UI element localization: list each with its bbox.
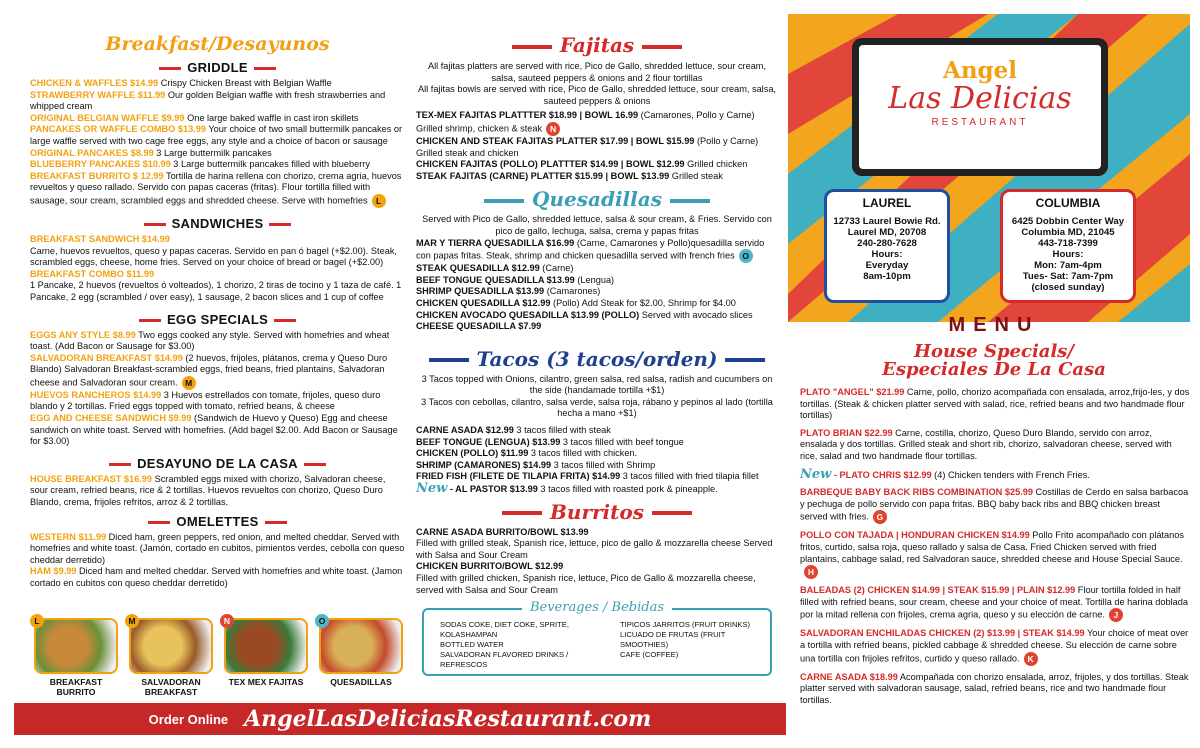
item-desc: 3 tacos filled with beef tongue — [560, 436, 684, 447]
fajitas-list — [416, 110, 778, 182]
item-name: HOUSE BREAKFAST $16.99 — [30, 473, 153, 484]
location-name: COLUMBIA — [1035, 196, 1101, 210]
location-phone: 443-718-7399 — [1038, 238, 1098, 249]
menu-item — [30, 148, 405, 160]
menu-item — [800, 672, 1190, 707]
quesadillas-list — [416, 238, 778, 333]
item-name: STRAWBERRY WAFFLE $11.99 — [30, 89, 166, 100]
griddle-header: GRIDDLE — [30, 60, 405, 75]
item-desc: Scrambled eggs mixed with chorizo, Salvadoran cheese, sour cream, refried beans, rice & 2 tortillas. Huevos revueltos con chorizo, Queso Duro Blando, crema, frijoles refritos, arroz & 2 tortillas. — [30, 473, 386, 508]
breakfast-column — [30, 0, 405, 590]
tacos-intro1: 3 Tacos topped with Onions, cilantro, green salsa, red salsa, radish and cucumbers on the side (handamade tortilla +$1) — [421, 373, 773, 396]
beverages-box — [422, 600, 772, 676]
item-desc: Carne, costilla, chorizo, Queso Duro Blando, servido con arroz, ensalada y dos tortillas. Grilled steak and short rib, chorizo, salvadoran cheese, served with rice, salad and two handmade flour tortillas. — [800, 427, 1172, 461]
item-desc: (2 huevos, frijoles, plátanos, crema y Queso Duro Blando) Salvadoran Breakfast-scrambled eggs, fried beans, fried plantains, Salvadoran cheese and Salvadoran sour cream. — [30, 352, 388, 388]
menu-item — [416, 286, 778, 298]
item-name: HAM $9.99 — [30, 566, 77, 577]
beverage-item: SALVADORAN FLAVORED DRINKS / REFRESCOS — [440, 650, 569, 670]
new-label: New — [800, 466, 832, 482]
menu-item — [416, 460, 778, 472]
photo-badge-icon: N — [220, 614, 234, 628]
item-name: CARNE ASADA $18.99 — [800, 671, 898, 682]
item-desc: Carne, huevos revueltos, queso y papas caceras. Servido en pan ó bagel (+$2.00). Steak, scrambled eggs, cheese, home fries. Served on your choice of bread or bagel (+$2.00) — [30, 245, 397, 268]
item-desc: Your choice of two small buttermilk pancakes or large waffle served with two cage free eggs, any style and a choice of bacon or sausage — [30, 124, 403, 146]
menu-item — [416, 561, 778, 596]
menu-item — [30, 269, 405, 304]
fajitas-intro2: All fajitas bowls are served with rice, Pico de Gallo, shredded lettuce, sour cream, salsa, sauteed peppers & onions — [418, 84, 776, 106]
egg-specials-list — [30, 330, 405, 448]
location-h2: 8am-10pm — [863, 271, 911, 282]
item-name: BALEADAS (2) CHICKEN $14.99 | STEAK $15.99 | PLAIN $12.99 — [800, 585, 1076, 596]
beverages-left — [440, 620, 600, 670]
food-photo — [34, 618, 118, 674]
menu-item — [416, 238, 778, 264]
photo-badge-icon: L — [372, 194, 386, 208]
location-phone: 240-280-7628 — [857, 238, 917, 249]
item-name: MAR Y TIERRA QUESADILLA $16.99 — [416, 237, 575, 248]
item-desc: 3 Huevos estrellados con tomate, frijoles, queso duro blando y 2 tortillas. Fried eggs topped with tomato, refried beans, & cheese — [30, 389, 381, 412]
order-online-bar — [14, 703, 786, 735]
al-pastor-name: - AL PASTOR $13.99 — [447, 484, 538, 495]
right-column — [788, 0, 1200, 712]
item-desc: (4) Chicken tenders with French Fries. — [931, 469, 1090, 480]
item-desc: Crispy Chicken Breast with Belgian Waffle — [158, 78, 332, 88]
quesadillas-title: Quesadillas — [416, 187, 778, 211]
item-name: SALVADORAN ENCHILADAS CHICKEN (2) $13.99 | STEAK $14.99 — [800, 628, 1085, 639]
item-desc: Filled with grilled steak, Spanish rice, lettuce, pico de gallo & mozzarella cheese Served with Salsa and Sour Cream — [416, 538, 773, 560]
photo-label: SALVADORAN BREAKFAST — [141, 677, 201, 697]
item-desc: Carne, pollo, chorizo acompañada con ensalada, arroz,frijo-les, y dos tortillas. (Steak & chicken platter served with salad, rice, refried beans and two handmade flour tortillas) — [800, 387, 1190, 421]
beverage-item: CAFE (COFFEE) — [620, 650, 679, 660]
menu-item — [30, 159, 405, 171]
menu-item — [416, 321, 778, 333]
item-desc: 1 Pancake, 2 huevos (revueltos ó volteados), 1 chorizo, 2 tiras de tocino y 1 taza de café. 1 Pancake, 2 egg (scrambled / over easy), 1 sausage, 2 bacon slices and 1 cup of coffee — [30, 280, 402, 302]
item-name: STEAK QUESADILLA $12.99 — [416, 263, 540, 274]
item-name: POLLO CON TAJADA | HONDURAN CHICKEN $14.99 — [800, 530, 1030, 541]
item-name: BEEF TONGUE QUESADILLA $13.99 — [416, 274, 575, 285]
location-hours-label: Hours: — [1052, 249, 1084, 260]
location-h1: Everyday — [865, 260, 909, 271]
tacos-list — [416, 425, 778, 483]
item-name: FRIED FISH (FILETE DE TILAPIA FRITA) $14.99 — [416, 471, 621, 482]
menu-item — [416, 437, 778, 449]
item-name: PLATO "ANGEL" $21.99 — [800, 387, 905, 397]
menu-item — [416, 310, 778, 322]
menu-item — [30, 124, 405, 147]
item-desc: (Lengua) — [574, 274, 615, 285]
hero-panel — [788, 14, 1190, 322]
center-column — [416, 0, 778, 676]
item-name: ORIGINAL PANCAKES $8.99 — [30, 147, 154, 158]
location-hours-label: Hours: — [871, 249, 903, 260]
item-desc: 3 tacos filled with fried tilapia fillet — [620, 471, 759, 482]
food-photo — [224, 618, 308, 674]
item-name: CHICKEN AVOCADO QUESADILLA $13.99 (POLLO) — [416, 309, 640, 320]
menu-item — [30, 171, 405, 208]
item-desc: 3 tacos filled with chicken. — [528, 448, 638, 459]
logo-las-delicias: Las Delicias — [888, 81, 1072, 116]
item-name: TEX-MEX FAJITAS PLATTTER $18.99 | BOWL 16.99 — [416, 110, 639, 121]
item-desc: Our golden Belgian waffle with fresh strawberries and whipped cream — [30, 89, 386, 112]
quesadillas-intro: Served with Pico de Gallo, shredded lettuce, salsa & sour cream, & Fries. Servido con pico de gallo, lechuga, salsa, crema y papas fritas — [422, 214, 772, 236]
menu-item — [800, 487, 1190, 524]
item-name: BREAKFAST SANDWICH $14.99 — [30, 233, 170, 244]
beverage-item: BOTTLED WATER — [440, 640, 504, 650]
item-desc: Two eggs cooked any style. Served with homefries and wheat toast. (Add Bacon or Sausage for $3.00) — [30, 329, 390, 352]
item-name: EGG AND CHEESE SANDWICH $9.99 — [30, 413, 192, 424]
photo-card — [34, 618, 118, 698]
desayuno-list — [30, 474, 405, 509]
menu-item — [416, 298, 778, 310]
menu-item — [30, 78, 405, 90]
item-desc: (Pollo y Carne) Grilled steak and chicken — [416, 135, 759, 158]
item-desc: (Pollo) Add Steak for $2.00, Shrimp for $4.00 — [550, 297, 736, 308]
omelettes-list — [30, 532, 405, 590]
menu-item — [30, 353, 405, 390]
location-laurel — [824, 189, 950, 303]
menu-item — [30, 413, 405, 448]
item-name: STEAK FAJITAS (CARNE) PLATTER $15.99 | BOWL $13.99 — [416, 170, 670, 181]
griddle-list — [30, 78, 405, 208]
item-name: HUEVOS RANCHEROS $14.99 — [30, 389, 162, 400]
item-name: CHICKEN AND STEAK FAJITAS PLATTER $17.99 | BOWL $15.99 — [416, 135, 695, 146]
order-online-url[interactable]: AngelLasDeliciasRestaurant.com — [244, 706, 652, 732]
new-label: New — [416, 481, 448, 497]
menu-item — [416, 275, 778, 287]
item-desc: Diced ham and melted cheddar. Served with homefries and white toast. (Jamon cortado en cubitos con queso cheddar derretido) — [30, 566, 403, 588]
photo-label: TEX MEX FAJITAS — [228, 677, 304, 687]
item-name: WESTERN $11.99 — [30, 531, 107, 542]
egg-specials-header: EGG SPECIALS — [30, 312, 405, 327]
al-pastor-desc: 3 tacos filled with roasted pork & pineapple. — [537, 484, 718, 495]
menu-item — [416, 110, 778, 136]
item-desc: Your choice of meat over a tortilla with refried beans, pickled cabbage & shredded cheese. Su elección de carne sobre una tortilla con frijoles refritos, curtido y queso rallado. — [800, 628, 1189, 663]
item-desc: 3 Large buttermilk pancakes filled with blueberry — [170, 159, 370, 170]
menu-item — [800, 628, 1190, 665]
logo — [859, 45, 1101, 169]
menu-item — [416, 527, 778, 562]
item-desc: 3 Large buttermilk pancakes — [153, 147, 272, 158]
item-desc: Grilled steak — [669, 170, 723, 181]
location-address2: Columbia MD, 21045 — [1021, 227, 1115, 238]
food-photo — [319, 618, 403, 674]
photo-badge-icon: M — [182, 376, 196, 390]
menu-item — [416, 471, 778, 483]
omelettes-header: OMELETTES — [30, 514, 405, 529]
item-name: PLATO BRIAN $22.99 — [800, 427, 893, 438]
logo-restaurant: RESTAURANT — [931, 117, 1029, 128]
fajitas-title: Fajitas — [416, 33, 778, 57]
location-address1: 12733 Laurel Bowie Rd. — [833, 216, 941, 227]
photo-badge-icon: G — [873, 510, 887, 524]
location-columbia — [1000, 189, 1136, 303]
item-name: BREAKFAST COMBO $11.99 — [30, 268, 155, 279]
item-name: BEEF TONGUE (LENGUA) $13.99 — [416, 436, 561, 447]
item-name: SHRIMP (CAMARONES) $14.99 — [416, 459, 552, 470]
item-desc: (Carne) — [539, 263, 574, 274]
item-desc: 3 tacos filled with steak — [513, 425, 611, 436]
photo-badge-icon: J — [1109, 608, 1123, 622]
item-desc: Filled with grilled chicken, Spanish rice, lettuce, Pico de Gallo & mozzarella cheese, served with Salsa and Sour Cream — [416, 573, 756, 595]
item-name: CHICKEN FAJITAS (POLLO) PLATTTER $14.99 | BOWL $12.99 — [416, 159, 685, 170]
item-desc: Diced ham, green peppers, red onion, and melted cheddar. Served with homefries and white toast. (Jamón, cortado en cubitos, pimientos verdes, cebolla con queso cheddar derretido) — [30, 531, 405, 565]
item-desc: Grilled chicken — [684, 159, 748, 170]
menu-item — [800, 530, 1190, 579]
photo-badge-icon: M — [125, 614, 139, 628]
tacos-title: Tacos (3 tacos/orden) — [416, 347, 778, 371]
fajitas-intro1: All fajitas platters are served with rice, Pico de Gallo, shredded lettuce, sour cream, salsa, sauteed peppers & onions and 2 flour tortillas — [427, 61, 767, 83]
item-name: - PLATO CHRIS $12.99 — [831, 469, 932, 480]
menu-item — [30, 330, 405, 353]
menu-item — [30, 390, 405, 413]
menu-word: MENU — [948, 314, 1040, 336]
item-name: SALVADORAN BREAKFAST $14.99 — [30, 352, 183, 363]
photo-card — [224, 618, 308, 698]
location-h3: (closed sunday) — [1031, 282, 1105, 293]
location-name: LAUREL — [862, 196, 912, 210]
item-name: BREAKFAST BURRITO $ 12.99 — [30, 170, 164, 181]
item-name: PANCAKES OR WAFFLE COMBO $13.99 — [30, 124, 206, 135]
sandwiches-list — [30, 234, 405, 304]
burritos-list — [416, 527, 778, 597]
photo-card — [319, 618, 403, 698]
photo-label: QUESADILLAS — [330, 677, 392, 687]
item-name: CHICKEN QUESADILLA $12.99 — [416, 297, 551, 308]
item-desc: Tortilla de harina rellena con chorizo, crema agria, huevos revueltos y queso rallado. Servido con papas caceras (fritas). Flour tortilla filled with sausage, sour cream, scrambled eggs and shredded cheese. Serve with homefries — [30, 170, 402, 206]
menu-item — [800, 428, 1190, 463]
beverages-right — [620, 620, 770, 660]
menu-item — [30, 90, 405, 113]
item-desc: (Camarones, Pollo y Carne) Grilled shrimp, chicken & steak — [416, 110, 755, 134]
menu-item — [416, 263, 778, 275]
location-address2: Laurel MD, 20708 — [847, 227, 927, 238]
location-h2: Tues- Sat: 7am-7pm — [1022, 271, 1114, 282]
breakfast-title: Breakfast/Desayunos — [105, 33, 330, 55]
menu-item — [800, 466, 1190, 482]
item-name: ORIGINAL BELGIAN WAFFLE $9.99 — [30, 112, 185, 123]
item-desc: Acompañada con chorizo ensalada, arroz, frijoles, y dos tortillas. Steak platter served with salvadoran sausage, salad, refried beans, rice and two handmade flour tortillas. — [800, 671, 1189, 705]
house-specials-list — [800, 387, 1190, 706]
photo-card — [129, 618, 213, 698]
menu-item — [30, 566, 405, 589]
desayuno-header: DESAYUNO DE LA CASA — [30, 456, 405, 471]
menu-item — [416, 425, 778, 437]
order-online-label: Order Online — [148, 711, 229, 727]
photo-badge-icon: H — [804, 565, 818, 579]
al-pastor-item — [416, 483, 778, 496]
item-desc: (Carne, Camarones y Pollo)quesadilla servido con papas fritas. Steak, shrimp and chicken quesadilla served with french fries — [416, 237, 765, 261]
item-name: CARNE ASADA $12.99 — [416, 425, 514, 436]
item-name: EGGS ANY STYLE $8.99 — [30, 329, 136, 340]
beverage-item: LICUADO DE FRUTAS (FRUIT SMOOTHIES) — [620, 630, 726, 650]
item-name: CHICKEN BURRITO/BOWL $12.99 — [416, 561, 564, 572]
menu-item — [30, 474, 405, 509]
item-desc: (Sandwich de Huevo y Queso) Egg and cheese sandwich on white toast. Served with homefries. (Add bagel $2.00. Add Bacon or Sausage for $3.00) — [30, 413, 398, 447]
menu-item — [30, 234, 405, 269]
photo-badge-icon: K — [1024, 652, 1038, 666]
burritos-title: Burritos — [416, 500, 778, 524]
photo-strip — [34, 618, 404, 698]
sandwiches-header: SANDWICHES — [30, 216, 405, 231]
menu-item — [30, 113, 405, 125]
menu-item — [416, 136, 778, 159]
item-desc: Pollo Frito acompañado con plátanos fritos, curtido, salsa roja, queso rallado y salsa de Casa. Fried Chicken served with fried plantains, cabbage salad, red Salvadoran sauce, shredded cheese and House Special Sauce. — [800, 530, 1184, 564]
item-name: CHICKEN (POLLO) $11.99 — [416, 448, 529, 459]
menu-item — [416, 171, 778, 183]
photo-badge-icon: L — [30, 614, 44, 628]
beverage-item: SODAS COKE, DIET COKE, SPRITE, KOLASHAMPAN — [440, 620, 569, 640]
menu-item — [416, 448, 778, 460]
menu-item — [800, 585, 1190, 622]
item-name: CHICKEN & WAFFLES $14.99 — [30, 78, 159, 88]
food-photo — [129, 618, 213, 674]
item-desc: Served with avocado slices — [639, 309, 753, 320]
location-address1: 6425 Dobbin Center Way — [1011, 216, 1125, 227]
photo-badge-icon: N — [546, 122, 560, 136]
location-h1: Mon: 7am-4pm — [1034, 260, 1102, 271]
menu-item — [800, 387, 1190, 422]
item-desc: 3 tacos filled with Shrimp — [551, 459, 656, 470]
item-desc: One large baked waffle in cast iron skillets — [184, 112, 359, 123]
item-desc: (Camarones) — [544, 286, 601, 297]
item-name: CHEESE QUESADILLA $7.99 — [416, 321, 542, 332]
house-specials-title: House Specials/ Especiales De La Casa — [882, 341, 1106, 380]
photo-label: BREAKFAST BURRITO — [49, 677, 103, 697]
item-name: BARBEQUE BABY BACK RIBS COMBINATION $25.99 — [800, 487, 1033, 498]
item-name: CARNE ASADA BURRITO/BOWL $13.99 — [416, 526, 589, 537]
menu-item — [30, 532, 405, 567]
item-desc: Costillas de Cerdo en salsa barbacoa y pechuga de pollo servido con papa fritas. BBQ baby back ribs and BBQ chicken breast served with fries. — [800, 487, 1189, 522]
tacos-intro2: 3 Tacos con cebollas, cilantro, salsa verde, salsa roja, rábano y pepinos al lado (tortilla hecha a mano +$1) — [421, 396, 773, 419]
logo-frame — [852, 38, 1108, 176]
logo-angel: Angel — [942, 57, 1018, 84]
photo-badge-icon: O — [315, 614, 329, 628]
photo-badge-icon: O — [739, 249, 753, 263]
menu-item — [416, 159, 778, 171]
item-name: BLUEBERRY PANCAKES $10.99 — [30, 159, 171, 170]
item-name: SHRIMP QUESADILLA $13.99 — [416, 286, 545, 297]
beverages-title: Beverages / Bebidas — [522, 600, 672, 615]
item-desc: Flour tortilla folded in half filled with refried beans, sour cream, cheese and your choice of meat. Tortilla de harina doblada por la mitad rellena con frijoles, crema agria, queso y su elección de carne. — [800, 585, 1188, 620]
beverage-item: TIPICOS JARRITOS (FRUIT DRINKS) — [620, 620, 751, 630]
